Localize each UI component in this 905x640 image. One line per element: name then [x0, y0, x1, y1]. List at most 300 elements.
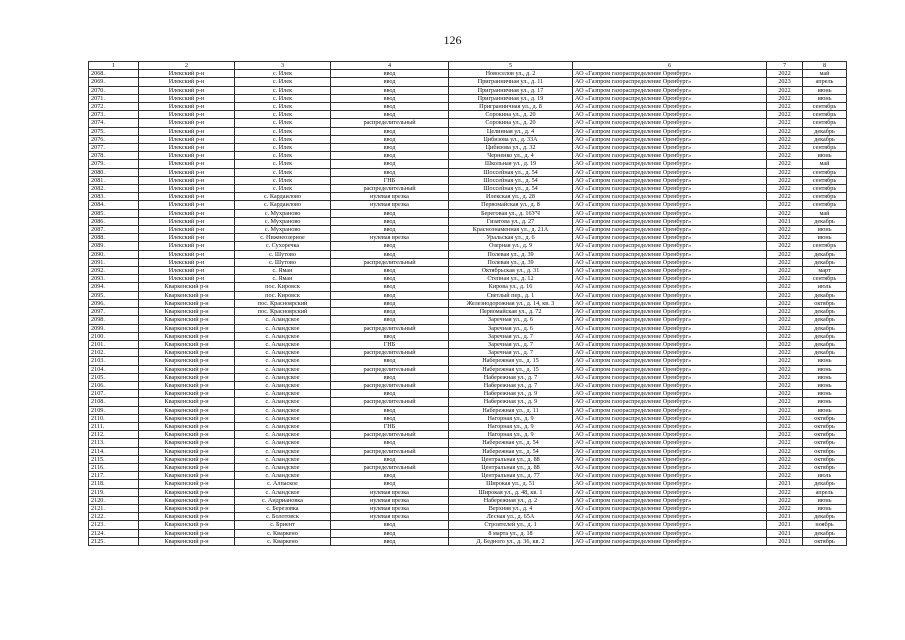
work-type-cell: нулевая врезка	[331, 193, 449, 201]
work-type-cell: ввод	[331, 86, 449, 94]
work-type-cell: ввод	[331, 480, 449, 488]
district-cell: Кваркенский р-н	[139, 529, 235, 537]
organization-cell: АО «Газпром газораспределение Оренбург»	[573, 160, 767, 168]
organization-cell: АО «Газпром газораспределение Оренбург»	[573, 390, 767, 398]
work-type-cell: ввод	[331, 308, 449, 316]
table-row	[89, 242, 847, 250]
work-type-cell: распределительный	[331, 431, 449, 439]
organization-cell: АО «Газпром газораспределение Оренбург»	[573, 234, 767, 242]
year-cell: 2022	[767, 439, 803, 447]
work-type-cell: ввод	[331, 439, 449, 447]
district-cell: Илекский р-н	[139, 135, 235, 143]
settlement-cell: с. Аландское	[235, 414, 331, 422]
address-cell: Набережная ул., д. 7	[449, 373, 573, 381]
year-cell: 2021	[767, 521, 803, 529]
row-number-cell: 2082.	[89, 185, 139, 193]
table-row	[89, 275, 847, 283]
year-cell: 2022	[767, 193, 803, 201]
row-number-cell: 2114.	[89, 447, 139, 455]
year-cell: 2022	[767, 168, 803, 176]
year-cell: 2022	[767, 373, 803, 381]
settlement-cell: с. Илек	[235, 103, 331, 111]
year-cell: 2022	[767, 324, 803, 332]
settlement-cell: с. Сухоречка	[235, 242, 331, 250]
address-cell: Набережная ул., д. 9	[449, 390, 573, 398]
organization-cell: АО «Газпром газораспределение Оренбург»	[573, 283, 767, 291]
row-number-cell: 2072.	[89, 103, 139, 111]
row-number-cell: 2077.	[89, 144, 139, 152]
row-number-cell: 2103.	[89, 357, 139, 365]
organization-cell: АО «Газпром газораспределение Оренбург»	[573, 422, 767, 430]
year-cell: 2022	[767, 488, 803, 496]
address-cell: Озерная ул., д. 9	[449, 242, 573, 250]
month-cell: октябрь	[803, 299, 847, 307]
address-cell: Новоселов ул., д. 2	[449, 70, 573, 78]
district-cell: Кваркенский р-н	[139, 472, 235, 480]
year-cell: 2022	[767, 447, 803, 455]
settlement-cell: с. Илек	[235, 94, 331, 102]
row-number-cell: 2069.	[89, 78, 139, 86]
header-cell: 5	[449, 62, 573, 70]
row-number-cell: 2124.	[89, 529, 139, 537]
settlement-cell: с. Илек	[235, 111, 331, 119]
work-type-cell: ввод	[331, 144, 449, 152]
table-row	[89, 324, 847, 332]
district-cell: Кваркенский р-н	[139, 299, 235, 307]
month-cell: июнь	[803, 504, 847, 512]
year-cell: 2022	[767, 316, 803, 324]
table-row	[89, 193, 847, 201]
address-cell: Шоссейная ул., д. 54	[449, 168, 573, 176]
month-cell: май	[803, 160, 847, 168]
address-cell: Заречная ул., д. 7	[449, 332, 573, 340]
row-number-cell: 2087.	[89, 226, 139, 234]
settlement-cell: с. Аландское	[235, 365, 331, 373]
work-type-cell: ввод	[331, 94, 449, 102]
district-cell: Илекский р-н	[139, 160, 235, 168]
year-cell: 2023	[767, 78, 803, 86]
month-cell: декабрь	[803, 349, 847, 357]
year-cell: 2022	[767, 111, 803, 119]
address-cell: Октябрьская ул., д. 31	[449, 267, 573, 275]
settlement-cell: с. Алпаское	[235, 480, 331, 488]
organization-cell: АО «Газпром газораспределение Оренбург»	[573, 201, 767, 209]
settlement-cell: с. Илек	[235, 86, 331, 94]
district-cell: Илекский р-н	[139, 267, 235, 275]
month-cell: июнь	[803, 226, 847, 234]
table-row	[89, 209, 847, 217]
district-cell: Илекский р-н	[139, 119, 235, 127]
table-row	[89, 513, 847, 521]
row-number-cell: 2068.	[89, 70, 139, 78]
row-number-cell: 2108.	[89, 398, 139, 406]
month-cell: октябрь	[803, 447, 847, 455]
year-cell: 2022	[767, 340, 803, 348]
settlement-cell: с. Аландское	[235, 349, 331, 357]
table-row	[89, 258, 847, 266]
row-number-cell: 2106.	[89, 381, 139, 389]
district-cell: Илекский р-н	[139, 111, 235, 119]
district-cell: Илекский р-н	[139, 152, 235, 160]
month-cell: декабрь	[803, 340, 847, 348]
organization-cell: АО «Газпром газораспределение Оренбург»	[573, 496, 767, 504]
settlement-cell: пос. Кировск	[235, 291, 331, 299]
district-cell: Илекский р-н	[139, 193, 235, 201]
month-cell: декабрь	[803, 291, 847, 299]
settlement-cell: с. Березовка	[235, 504, 331, 512]
row-number-cell: 2107.	[89, 390, 139, 398]
settlement-cell: с. Аландское	[235, 390, 331, 398]
work-type-cell: ГНБ	[331, 176, 449, 184]
district-cell: Илекский р-н	[139, 226, 235, 234]
year-cell: 2022	[767, 283, 803, 291]
organization-cell: АО «Газпром газораспределение Оренбург»	[573, 480, 767, 488]
district-cell: Илекский р-н	[139, 217, 235, 225]
settlement-cell: с. Аландское	[235, 316, 331, 324]
year-cell: 2022	[767, 242, 803, 250]
table-row	[89, 217, 847, 225]
month-cell: март	[803, 267, 847, 275]
year-cell: 2022	[767, 94, 803, 102]
organization-cell: АО «Газпром газораспределение Оренбург»	[573, 70, 767, 78]
header-cell: 3	[235, 62, 331, 70]
district-cell: Илекский р-н	[139, 242, 235, 250]
work-type-cell: распределительный	[331, 463, 449, 471]
organization-cell: АО «Газпром газораспределение Оренбург»	[573, 324, 767, 332]
row-number-cell: 2088.	[89, 234, 139, 242]
month-cell: декабрь	[803, 480, 847, 488]
work-type-cell: ввод	[331, 250, 449, 258]
address-cell: Черненко ул., д. 4	[449, 152, 573, 160]
month-cell: июнь	[803, 398, 847, 406]
month-cell: декабрь	[803, 250, 847, 258]
table-row	[89, 70, 847, 78]
organization-cell: АО «Газпром газораспределение Оренбург»	[573, 78, 767, 86]
month-cell: июнь	[803, 390, 847, 398]
work-type-cell: ввод	[331, 373, 449, 381]
year-cell: 2022	[767, 472, 803, 480]
year-cell: 2022	[767, 406, 803, 414]
year-cell: 2022	[767, 349, 803, 357]
row-number-cell: 2075.	[89, 127, 139, 135]
settlement-cell: с. Аландское	[235, 422, 331, 430]
work-type-cell: ввод	[331, 217, 449, 225]
district-cell: Кваркенский р-н	[139, 480, 235, 488]
work-type-cell: распределительный	[331, 119, 449, 127]
year-cell: 2022	[767, 135, 803, 143]
year-cell: 2021	[767, 537, 803, 545]
year-cell: 2022	[767, 152, 803, 160]
district-cell: Илекский р-н	[139, 275, 235, 283]
year-cell: 2022	[767, 70, 803, 78]
table-row	[89, 283, 847, 291]
table-row	[89, 439, 847, 447]
address-cell: Широкая ул., д. 51	[449, 480, 573, 488]
address-cell: Верхняя ул., д. 4	[449, 504, 573, 512]
table-row	[89, 316, 847, 324]
settlement-cell: с. Андриановка	[235, 496, 331, 504]
month-cell: июнь	[803, 234, 847, 242]
row-number-cell: 2109.	[89, 406, 139, 414]
organization-cell: АО «Газпром газораспределение Оренбург»	[573, 291, 767, 299]
organization-cell: АО «Газпром газораспределение Оренбург»	[573, 275, 767, 283]
year-cell: 2022	[767, 414, 803, 422]
table-row	[89, 103, 847, 111]
year-cell: 2022	[767, 209, 803, 217]
settlement-cell: с. Мухраново	[235, 217, 331, 225]
month-cell: октябрь	[803, 455, 847, 463]
year-cell: 2022	[767, 127, 803, 135]
settlement-cell: с. Кардаилово	[235, 201, 331, 209]
district-cell: Кваркенский р-н	[139, 324, 235, 332]
settlement-cell: с. Мухраново	[235, 226, 331, 234]
settlement-cell: пос. Кировск	[235, 283, 331, 291]
work-type-cell: ввод	[331, 455, 449, 463]
address-cell: Школьная ул., д. 19	[449, 160, 573, 168]
table-row	[89, 185, 847, 193]
address-cell: Набережная ул., д. 54	[449, 439, 573, 447]
header-cell: 1	[89, 62, 139, 70]
month-cell: октябрь	[803, 422, 847, 430]
address-cell: Береговая ул., д. 16УЧ	[449, 209, 573, 217]
settlement-cell: с. Кардаилово	[235, 193, 331, 201]
table-row	[89, 234, 847, 242]
year-cell: 2021	[767, 513, 803, 521]
organization-cell: АО «Газпром газораспределение Оренбург»	[573, 332, 767, 340]
work-type-cell: ввод	[331, 275, 449, 283]
address-cell: Нагорная ул., д. 9	[449, 414, 573, 422]
month-cell: июль	[803, 472, 847, 480]
organization-cell: АО «Газпром газораспределение Оренбург»	[573, 193, 767, 201]
settlement-cell: с. Шутово	[235, 258, 331, 266]
address-cell: Центральная ул., д. 77	[449, 472, 573, 480]
address-cell: Заречная ул., д. 6	[449, 324, 573, 332]
year-cell: 2022	[767, 496, 803, 504]
table-row	[89, 521, 847, 529]
organization-cell: АО «Газпром газораспределение Оренбург»	[573, 398, 767, 406]
table-row	[89, 496, 847, 504]
month-cell: июнь	[803, 496, 847, 504]
address-cell: Набережная ул., д. 54	[449, 447, 573, 455]
row-number-cell: 2093.	[89, 275, 139, 283]
settlement-cell: с. Илек	[235, 135, 331, 143]
district-cell: Кваркенский р-н	[139, 381, 235, 389]
district-cell: Илекский р-н	[139, 185, 235, 193]
organization-cell: АО «Газпром газораспределение Оренбург»	[573, 406, 767, 414]
row-number-cell: 2118.	[89, 480, 139, 488]
district-cell: Кваркенский р-н	[139, 291, 235, 299]
row-number-cell: 2084.	[89, 201, 139, 209]
address-cell: Пригранничная ул., д. 17	[449, 86, 573, 94]
month-cell: октябрь	[803, 431, 847, 439]
settlement-cell: с. Илек	[235, 176, 331, 184]
year-cell: 2022	[767, 365, 803, 373]
district-cell: Илекский р-н	[139, 70, 235, 78]
address-cell: 8 марта ул., д. 18	[449, 529, 573, 537]
month-cell: июнь	[803, 357, 847, 365]
organization-cell: АО «Газпром газораспределение Оренбург»	[573, 209, 767, 217]
work-type-cell: ввод	[331, 529, 449, 537]
address-cell: Заречная ул., д. 7	[449, 340, 573, 348]
table-row	[89, 267, 847, 275]
address-cell: Полевая ул., д. 39	[449, 258, 573, 266]
year-cell: 2022	[767, 291, 803, 299]
row-number-cell: 2095.	[89, 291, 139, 299]
year-cell: 2021	[767, 529, 803, 537]
year-cell: 2022	[767, 258, 803, 266]
table-row	[89, 127, 847, 135]
work-type-cell: распределительный	[331, 447, 449, 455]
table-row	[89, 226, 847, 234]
organization-cell: АО «Газпром газораспределение Оренбург»	[573, 94, 767, 102]
table-row	[89, 168, 847, 176]
row-number-cell: 2083.	[89, 193, 139, 201]
address-cell: Цибизова ул., д. 32	[449, 144, 573, 152]
month-cell: октябрь	[803, 439, 847, 447]
year-cell: 2022	[767, 463, 803, 471]
table-row	[89, 373, 847, 381]
table-row	[89, 431, 847, 439]
address-cell: Шоссейная ул., д. 54	[449, 185, 573, 193]
header-cell: 8	[803, 62, 847, 70]
table-row	[89, 201, 847, 209]
row-number-cell: 2100.	[89, 332, 139, 340]
district-cell: Кваркенский р-н	[139, 357, 235, 365]
settlement-cell: с. Мухраново	[235, 209, 331, 217]
settlement-cell: с. Илек	[235, 185, 331, 193]
organization-cell: АО «Газпром газораспределение Оренбург»	[573, 365, 767, 373]
table-row	[89, 176, 847, 184]
address-cell: Целинная ул., д. 4	[449, 127, 573, 135]
work-type-cell: нулевая врезка	[331, 496, 449, 504]
address-cell: Цибизова ул., д. 33А	[449, 135, 573, 143]
data-table	[88, 61, 847, 546]
settlement-cell: с. Кваркено	[235, 537, 331, 545]
district-cell: Илекский р-н	[139, 127, 235, 135]
table-row	[89, 463, 847, 471]
organization-cell: АО «Газпром газораспределение Оренбург»	[573, 537, 767, 545]
table-row	[89, 488, 847, 496]
month-cell: декабрь	[803, 316, 847, 324]
organization-cell: АО «Газпром газораспределение Оренбург»	[573, 381, 767, 389]
month-cell: ноябрь	[803, 521, 847, 529]
table-row	[89, 160, 847, 168]
work-type-cell: нулевая врезка	[331, 488, 449, 496]
month-cell: сентябрь	[803, 168, 847, 176]
month-cell: декабрь	[803, 127, 847, 135]
district-cell: Кваркенский р-н	[139, 406, 235, 414]
district-cell: Кваркенский р-н	[139, 308, 235, 316]
row-number-cell: 2073.	[89, 111, 139, 119]
row-number-cell: 2115.	[89, 455, 139, 463]
organization-cell: АО «Газпром газораспределение Оренбург»	[573, 521, 767, 529]
district-cell: Кваркенский р-н	[139, 496, 235, 504]
organization-cell: АО «Газпром газораспределение Оренбург»	[573, 340, 767, 348]
work-type-cell: распределительный	[331, 324, 449, 332]
district-cell: Кваркенский р-н	[139, 365, 235, 373]
organization-cell: АО «Газпром газораспределение Оренбург»	[573, 439, 767, 447]
organization-cell: АО «Газпром газораспределение Оренбург»	[573, 127, 767, 135]
row-number-cell: 2086.	[89, 217, 139, 225]
work-type-cell: ввод	[331, 521, 449, 529]
settlement-cell: с. Аландское	[235, 463, 331, 471]
organization-cell: АО «Газпром газораспределение Оренбург»	[573, 308, 767, 316]
district-cell: Кваркенский р-н	[139, 422, 235, 430]
table-row	[89, 299, 847, 307]
settlement-cell: с. Яман	[235, 275, 331, 283]
page-number: 126	[443, 33, 462, 47]
work-type-cell: ввод	[331, 209, 449, 217]
organization-cell: АО «Газпром газораспределение Оренбург»	[573, 185, 767, 193]
row-number-cell: 2081.	[89, 176, 139, 184]
month-cell: декабрь	[803, 258, 847, 266]
settlement-cell: с. Илек	[235, 78, 331, 86]
settlement-cell: с. Яман	[235, 267, 331, 275]
table-row	[89, 447, 847, 455]
month-cell: сентябрь	[803, 201, 847, 209]
address-cell: Заречная ул., д. 6	[449, 316, 573, 324]
table-row	[89, 86, 847, 94]
district-cell: Илекский р-н	[139, 176, 235, 184]
work-type-cell: нулевая врезка	[331, 504, 449, 512]
organization-cell: АО «Газпром газораспределение Оренбург»	[573, 135, 767, 143]
district-cell: Кваркенский р-н	[139, 373, 235, 381]
month-cell: сентябрь	[803, 242, 847, 250]
address-cell: Краснознаменная ул., д. 21А	[449, 226, 573, 234]
work-type-cell: ввод	[331, 291, 449, 299]
settlement-cell: с. Аландское	[235, 373, 331, 381]
table-row	[89, 291, 847, 299]
month-cell: сентябрь	[803, 103, 847, 111]
row-number-cell: 2122.	[89, 513, 139, 521]
district-cell: Кваркенский р-н	[139, 349, 235, 357]
district-cell: Кваркенский р-н	[139, 398, 235, 406]
organization-cell: АО «Газпром газораспределение Оренбург»	[573, 111, 767, 119]
work-type-cell: ГНБ	[331, 422, 449, 430]
row-number-cell: 2121.	[89, 504, 139, 512]
year-cell: 2022	[767, 250, 803, 258]
address-cell: Набережная ул., д. 7	[449, 381, 573, 389]
table-row	[89, 78, 847, 86]
row-number-cell: 2110.	[89, 414, 139, 422]
year-cell: 2022	[767, 504, 803, 512]
address-cell: Первомайская ул., д. 8	[449, 201, 573, 209]
settlement-cell: с. Аландское	[235, 332, 331, 340]
address-cell: Илекская ул., д. 28	[449, 193, 573, 201]
row-number-cell: 2111.	[89, 422, 139, 430]
settlement-cell: с. Илек	[235, 119, 331, 127]
year-cell: 2022	[767, 144, 803, 152]
settlement-cell: с. Аландское	[235, 455, 331, 463]
row-number-cell: 2101.	[89, 340, 139, 348]
row-number-cell: 2076.	[89, 135, 139, 143]
month-cell: июль	[803, 283, 847, 291]
year-cell: 2022	[767, 455, 803, 463]
organization-cell: АО «Газпром газораспределение Оренбург»	[573, 488, 767, 496]
month-cell: июнь	[803, 94, 847, 102]
district-cell: Кваркенский р-н	[139, 537, 235, 545]
organization-cell: АО «Газпром газораспределение Оренбург»	[573, 144, 767, 152]
address-cell: Сорокина ул., д. 20	[449, 119, 573, 127]
settlement-cell: с. Илек	[235, 168, 331, 176]
work-type-cell: ввод	[331, 299, 449, 307]
settlement-cell: с. Аландское	[235, 431, 331, 439]
table-row	[89, 357, 847, 365]
month-cell: декабрь	[803, 135, 847, 143]
work-type-cell: нулевая врезка	[331, 513, 449, 521]
header-cell: 2	[139, 62, 235, 70]
header-row	[89, 62, 847, 70]
